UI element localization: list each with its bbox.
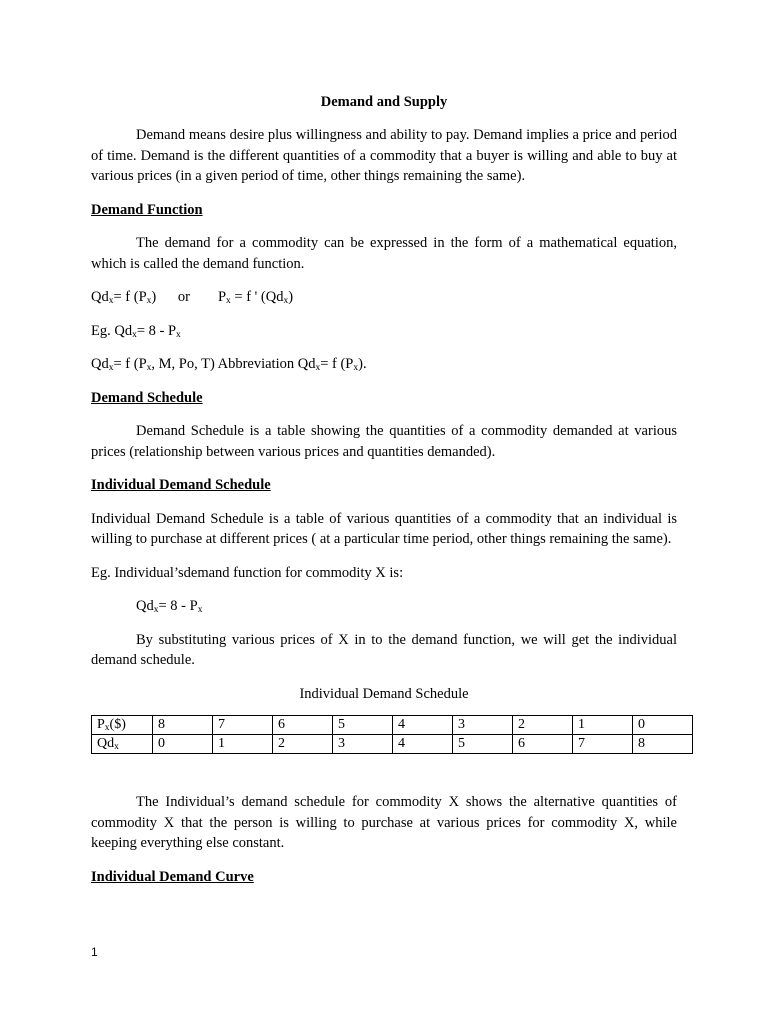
eq-subscript: x [108, 363, 114, 373]
table-cell: 2 [273, 735, 333, 754]
intro-paragraph: Demand means desire plus willingness and ability to pay. Demand implies a price and period of time. Demand is the different quantities of a commodity that a buyer is willing and able to buy at various prices (in a given period of time, other things remaining the same). [91, 127, 677, 184]
cell-subscript: x [104, 723, 110, 733]
document-page [91, 92, 677, 887]
eq-subscript: x [153, 605, 159, 615]
table-cell: 1 [213, 735, 273, 754]
eq-subscript: x [226, 296, 231, 306]
cell-subscript: x [114, 742, 119, 752]
table-cell: 8 [633, 735, 693, 754]
eq-symbol: Qd [91, 289, 109, 305]
eq-text: , M, Po, T) Abbreviation Qd [151, 356, 316, 372]
demand-schedule-paragraph: Demand Schedule is a table showing the quantities of a commodity demanded at various prices (relationship between various prices and quantities demanded). [91, 423, 677, 460]
eq-subscript: x [146, 296, 152, 306]
table-cell: 8 [153, 716, 213, 735]
eq-text: Eg. Qd [91, 322, 133, 339]
price-label-cell [92, 716, 153, 735]
table-cell: 6 [273, 716, 333, 735]
schedule-explanation-paragraph: The Individual’s demand schedule for commodity X shows the alternative quantities of commodity X that the person is willing to purchase at various prices for commodity X, while keeping everything else constant. [91, 794, 677, 851]
eq-symbol: Qd [91, 356, 109, 372]
eq-symbol: Qd [136, 598, 154, 614]
eq-subscript: x [146, 363, 152, 373]
eq-text: = f ' (Qd [230, 289, 284, 305]
individual-example-line: Eg. Individual’sdemand function for commodity X is: [91, 564, 404, 581]
table-cell: 3 [333, 735, 393, 754]
demand-function-example [91, 321, 677, 342]
table-cell: 0 [153, 735, 213, 754]
eq-text: ) [151, 289, 157, 305]
eq-text: = f (P [113, 289, 147, 305]
table-cell: 4 [393, 716, 453, 735]
individual-schedule-paragraph: Individual Demand Schedule is a table of various quantities of a commodity that an individual is willing to purchase at different prices ( at a particular time period, other things remaining the same). [91, 510, 677, 547]
table-cell: 7 [213, 716, 273, 735]
demand-schedule-heading: Demand Schedule [91, 389, 203, 406]
table-cell: 4 [393, 735, 453, 754]
table-cell: 3 [453, 716, 513, 735]
quantity-row [92, 735, 693, 754]
eq-subscript: x [108, 296, 114, 306]
page-title: Demand and Supply [320, 94, 448, 110]
eq-subscript: x [197, 605, 203, 615]
table-cell: 7 [573, 735, 633, 754]
cell-text: P [97, 717, 105, 732]
eq-subscript: x [283, 296, 289, 306]
table-cell: 0 [633, 716, 693, 735]
table-caption: Individual Demand Schedule [299, 685, 469, 702]
eq-subscript: x [315, 363, 321, 373]
eq-text: = 8 - P [158, 598, 198, 614]
cell-text: Qd [97, 736, 115, 751]
eq-or: or [177, 289, 190, 305]
eq-symbol: P [217, 289, 227, 305]
eq-text: = f (P [320, 356, 354, 372]
demand-schedule-table [91, 715, 693, 754]
general-demand-function [91, 354, 677, 375]
demand-function-equation [91, 287, 677, 308]
eq-subscript: x [176, 329, 181, 340]
demand-function-heading: Demand Function [91, 201, 203, 218]
demand-curve-heading: Individual Demand Curve [91, 868, 254, 885]
cell-text: ($) [109, 717, 126, 732]
table-cell: 5 [453, 735, 513, 754]
eq-text: = f (P [113, 356, 147, 372]
table-cell: 2 [513, 716, 573, 735]
quantity-label-cell [92, 735, 153, 754]
eq-subscript: x [353, 363, 359, 373]
eq-text: ) [288, 289, 294, 305]
individual-schedule-heading: Individual Demand Schedule [91, 477, 271, 493]
table-cell: 6 [513, 735, 573, 754]
eq-text: = 8 - P [136, 322, 177, 339]
table-cell: 1 [573, 716, 633, 735]
eq-subscript: x [132, 329, 137, 340]
page-number: 1 [91, 945, 98, 959]
eq-text: ). [358, 356, 367, 372]
individual-equation [91, 596, 677, 617]
table-cell: 5 [333, 716, 393, 735]
substituting-paragraph: By substituting various prices of X in to the demand function, we will get the individual demand schedule. [91, 631, 677, 668]
price-row [92, 716, 693, 735]
demand-function-paragraph: The demand for a commodity can be expressed in the form of a mathematical equation, which is called the demand function. [91, 235, 677, 272]
